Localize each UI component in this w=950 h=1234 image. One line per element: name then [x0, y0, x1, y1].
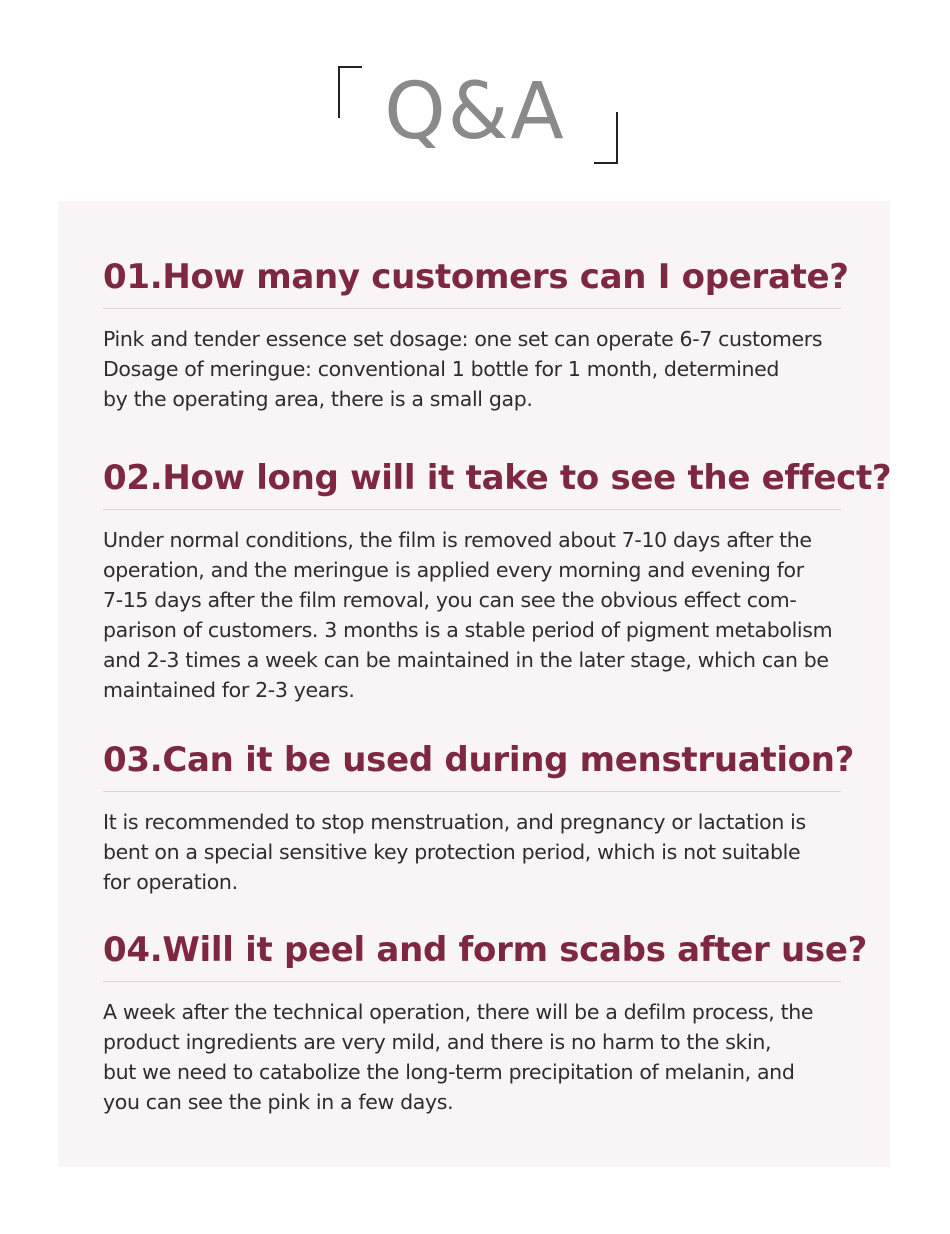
divider [103, 981, 841, 982]
answer-line: Dosage of meringue: conventional 1 bottle for 1 month, determined [103, 357, 780, 381]
answer-line: maintained for 2-3 years. [103, 678, 355, 702]
faq-item-3 [103, 735, 855, 897]
answer-line: Under normal conditions, the film is removed about 7-10 days after the [103, 528, 812, 552]
divider [103, 308, 841, 309]
faq-question: 04.Will it peel and form scabs after use? [103, 930, 868, 970]
close-corner-bracket-icon [594, 112, 618, 164]
faq-question: 01.How many customers can I operate? [103, 257, 849, 297]
header [0, 0, 950, 190]
answer-line: for operation. [103, 870, 238, 894]
faq-answer [103, 324, 893, 414]
answer-line: by the operating area, there is a small gap. [103, 387, 533, 411]
answer-line: parison of customers. 3 months is a stable period of pigment metabolism [103, 618, 833, 642]
faq-item-2 [103, 453, 892, 705]
faq-answer [103, 997, 893, 1117]
faq-question: 03.Can it be used during menstruation? [103, 740, 855, 780]
answer-line: 7-15 days after the film removal, you can see the obvious effect com- [103, 588, 797, 612]
divider [103, 509, 841, 510]
answer-line: Pink and tender essence set dosage: one set can operate 6-7 customers [103, 327, 823, 351]
divider [103, 791, 841, 792]
faq-answer [103, 807, 893, 897]
faq-item-4 [103, 925, 868, 1117]
answer-line: and 2-3 times a week can be maintained in the later stage, which can be [103, 648, 829, 672]
faq-answer [103, 525, 893, 705]
answer-line: product ingredients are very mild, and there is no harm to the skin, [103, 1030, 772, 1054]
page-title: Q&A [384, 67, 566, 157]
answer-line: but we need to catabolize the long-term precipitation of melanin, and [103, 1060, 795, 1084]
answer-line: It is recommended to stop menstruation, and pregnancy or lactation is [103, 810, 806, 834]
faq-item-1 [103, 252, 849, 414]
answer-line: you can see the pink in a few days. [103, 1090, 454, 1114]
answer-line: A week after the technical operation, there will be a defilm process, the [103, 1000, 814, 1024]
faq-question: 02.How long will it take to see the effect? [103, 458, 892, 498]
answer-line: bent on a special sensitive key protection period, which is not suitable [103, 840, 801, 864]
answer-line: operation, and the meringue is applied every morning and evening for [103, 558, 804, 582]
